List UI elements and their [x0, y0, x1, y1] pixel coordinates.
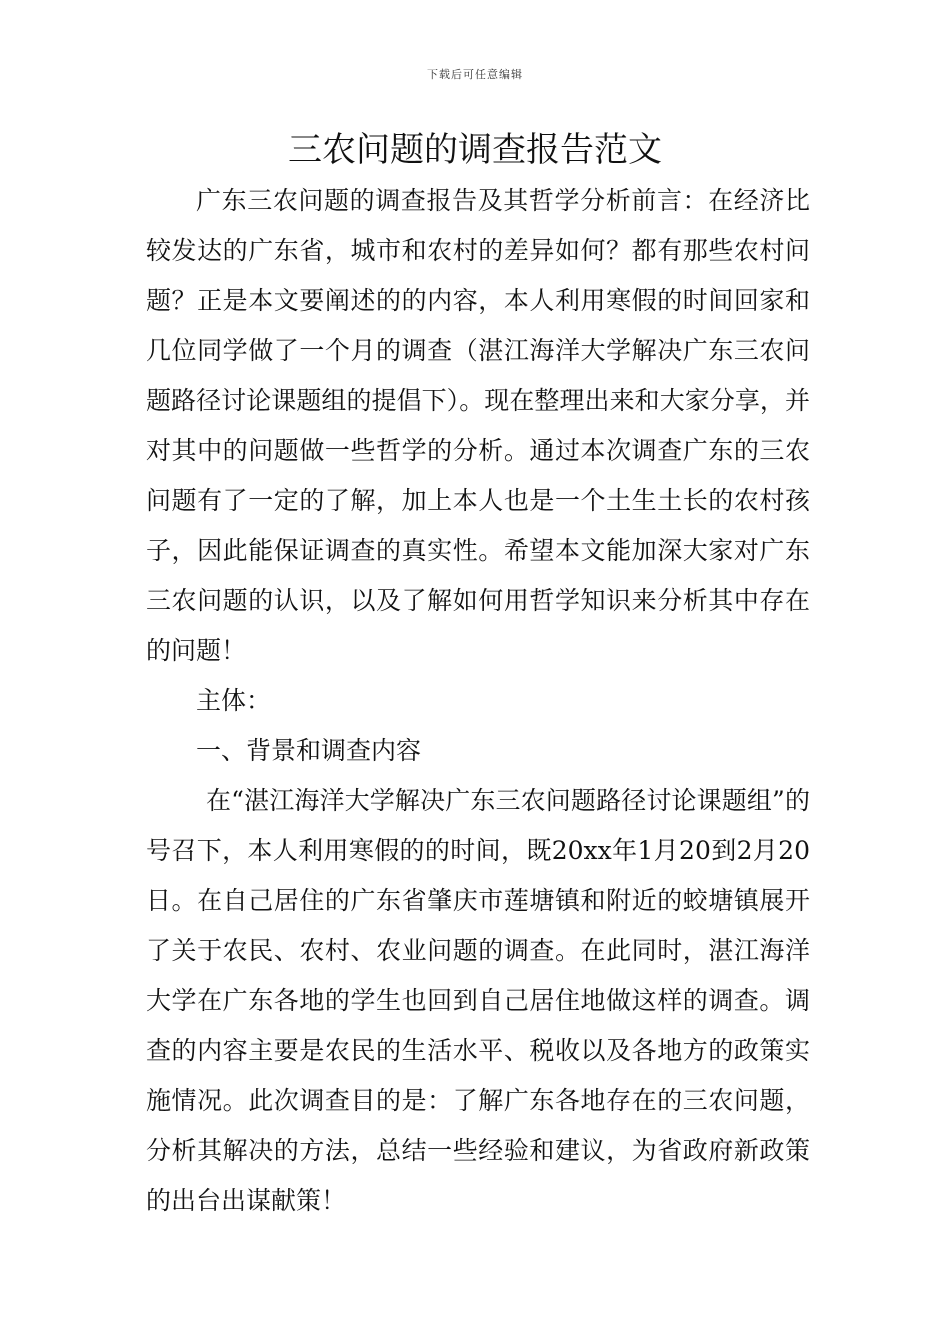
header-note: 下载后可任意编辑 — [427, 68, 523, 81]
document-title: 三农问题的调查报告范文 — [288, 130, 662, 170]
section-label-main: 主体： — [196, 686, 272, 715]
background-paragraph: 在“湛江海洋大学解决广东三农问题路径讨论课题组”的号召下，本人利用寒假的的时间，既20xx年1月20到2月20日。在自己居住的广东省肇庆市莲塘镇和附近的蛟塘镇展开了关于农民、农村、农业问题的调查。在此同时，湛江海洋大学在广东各地的学生也回到自己居住地做这样的调查。调查的内容主要是农民的生活水平、税收以及各地方的政策实施情况。此次调查目的是：了解广东各地存在的三农问题，分析其解决的方法，总结一些经验和建议，为省政府新政策的出台出谋献策！ — [146, 786, 810, 1215]
preface-paragraph: 广东三农问题的调查报告及其哲学分析前言：在经济比较发达的广东省，城市和农村的差异如何？都有那些农村问题？正是本文要阐述的的内容，本人利用寒假的时间回家和几位同学做了一个月的调查（湛江海洋大学解决广东三农问题路径讨论课题组的提倡下）。现在整理出来和大家分享，并对其中的问题做一些哲学的分析。通过本次调查广东的三农问题有了一定的了解，加上本人也是一个土生土长的农村孩子，因此能保证调查的真实性。希望本文能加深大家对广东三农问题的认识，以及了解如何用哲学知识来分析其中存在的问题！ — [146, 186, 810, 665]
section-heading-background: 一、背景和调查内容 — [196, 736, 422, 765]
document-body — [146, 176, 810, 1226]
